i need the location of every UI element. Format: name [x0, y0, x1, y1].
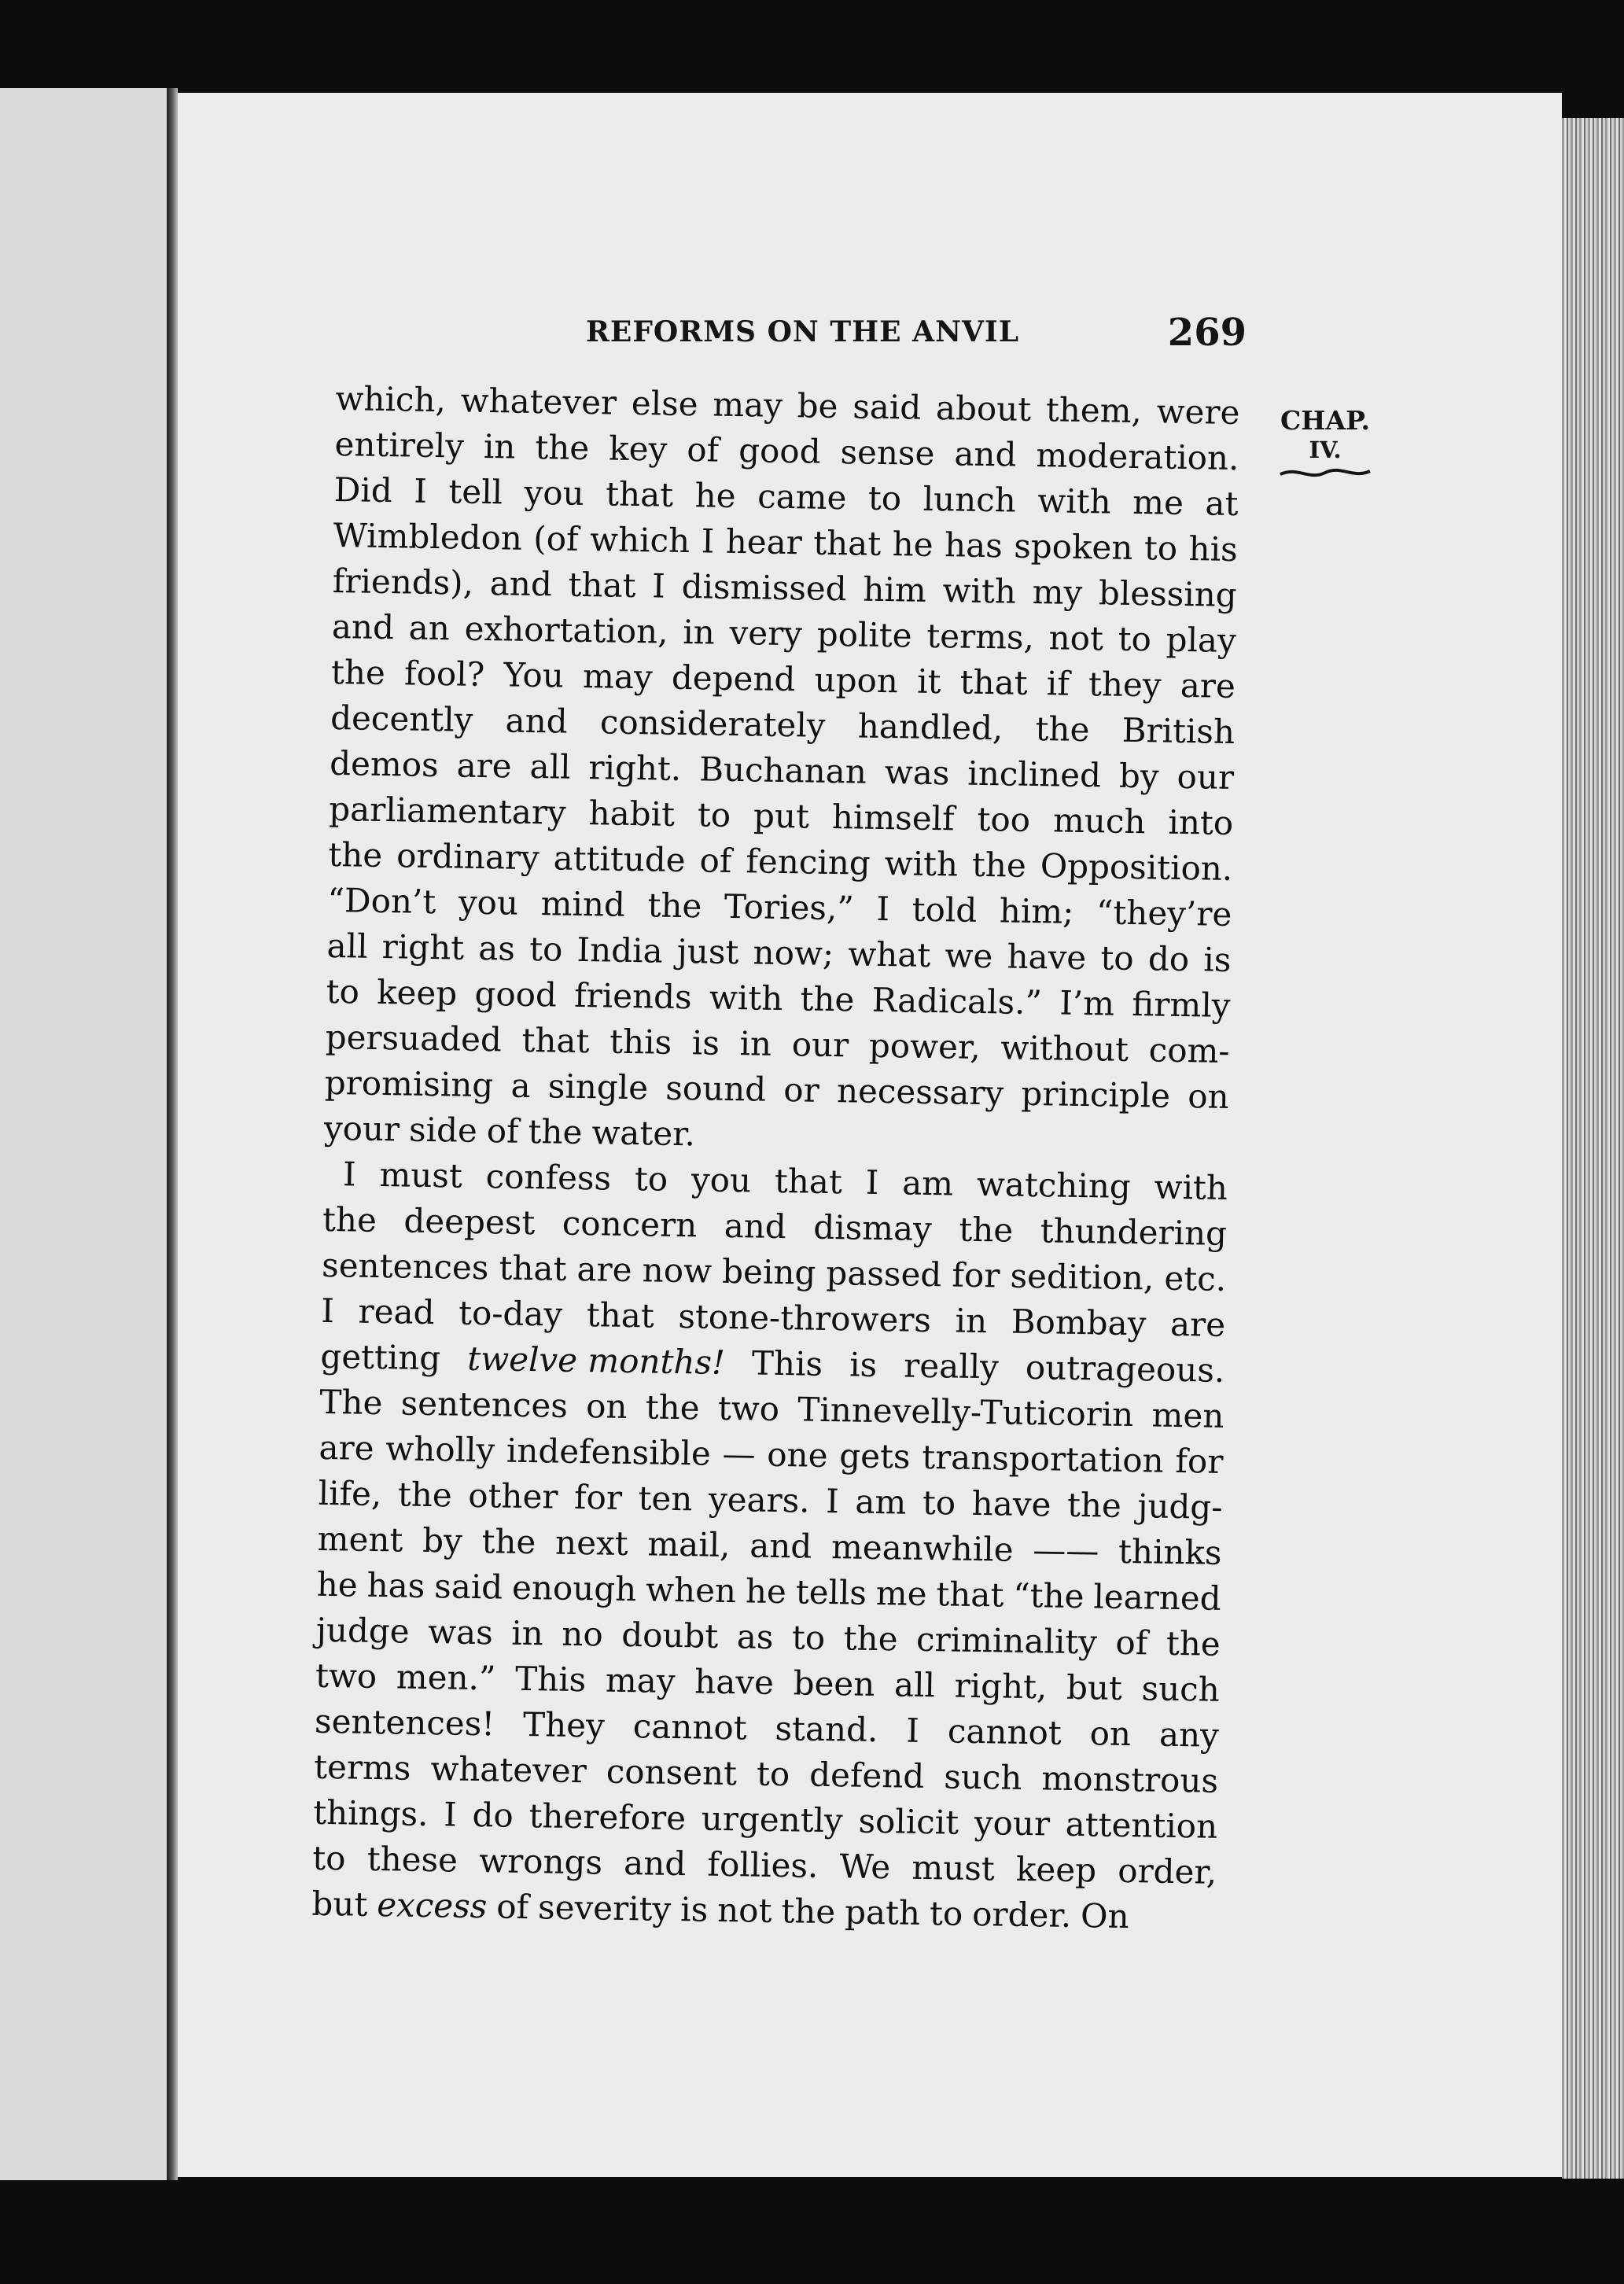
text-line: I read to-day that stone-throwers in Bombay are — [320, 1291, 1226, 1344]
text-line: life, the other for ten years. I am to have the judg- — [318, 1473, 1223, 1527]
text-line: things. I do therefore urgently solicit your attention — [312, 1792, 1218, 1846]
text-line: and an exhortation, in very polite terms, not to play — [331, 606, 1237, 661]
chapter-label: CHAP. — [1280, 405, 1370, 436]
text-line: The sentences on the two Tinnevelly-Tuticorin men — [319, 1382, 1224, 1435]
text-line: ment by the next mail, and meanwhile —— thinks — [317, 1519, 1222, 1572]
text-line: the fool? You may depend upon it that if they are — [330, 652, 1236, 706]
running-head — [586, 311, 1247, 358]
text-line: terms whatever consent to defend such monstrous — [313, 1747, 1219, 1800]
text-line: sentences that are now being passed for sedition, etc. — [321, 1245, 1227, 1299]
text-line: getting twelve months! This is really outrageous. — [320, 1336, 1225, 1390]
text-line: I must confess to you that I am watching with — [342, 1155, 1228, 1207]
text-line: sentences! They cannot stand. I cannot on any — [314, 1701, 1220, 1755]
text-line: parliamentary habit to put himself too much into — [328, 789, 1234, 842]
book-gutter — [167, 88, 178, 2180]
paragraph-2 — [311, 1151, 1228, 1941]
swash-ornament-icon — [1274, 465, 1376, 481]
body-text — [311, 376, 1240, 1941]
text-line: but excess of severity is not the path to order. On — [311, 1884, 1130, 1936]
text-line: promising a single sound or necessary principle on — [324, 1063, 1230, 1116]
text-line: Wimbledon (of which I hear that he has spoken to his — [333, 515, 1239, 569]
page-stack-edge — [1562, 118, 1624, 2179]
text-line: entirely in the key of good sense and moderation. — [334, 424, 1239, 478]
running-title: REFORMS ON THE ANVIL — [586, 315, 1020, 348]
text-line: demos are all right. Buchanan was inclined by our — [329, 743, 1235, 797]
facing-page-edge — [0, 88, 167, 2180]
text-line: the ordinary attitude of fencing with the Opposition. — [328, 834, 1233, 888]
paragraph-1 — [324, 376, 1240, 1166]
text-line: to keep good friends with the Radicals.” I’m firmly — [326, 971, 1231, 1025]
text-line: he has said enough when he tells me that “the learned — [316, 1564, 1221, 1618]
text-line: Did I tell you that he came to lunch with me at — [333, 470, 1239, 524]
page-number: 269 — [1167, 311, 1247, 355]
text-line: are wholly indefensible — one gets transportation for — [319, 1428, 1224, 1481]
text-line: judge was in no doubt as to the criminality of the — [315, 1610, 1221, 1663]
chapter-margin-note — [1274, 405, 1376, 481]
text-line: decently and considerately handled, the British — [330, 698, 1235, 752]
chapter-number: IV. — [1309, 437, 1342, 463]
text-line: “Don’t you mind the Tories,” I told him; “they’re — [327, 880, 1232, 934]
text-line: two men.” This may have been all right, but such — [315, 1656, 1221, 1709]
text-line: persuaded that this is in our power, without com- — [325, 1017, 1230, 1070]
text-line: friends), and that I dismissed him with my blessing — [332, 561, 1238, 615]
text-line: your side of the water. — [323, 1108, 696, 1154]
text-line: which, whatever else may be said about them, were — [335, 378, 1240, 433]
text-line: to these wrongs and follies. We must keep order, — [312, 1838, 1217, 1892]
text-line: all right as to India just now; what we have to do is — [326, 926, 1232, 979]
text-line: the deepest concern and dismay the thundering — [322, 1199, 1228, 1253]
